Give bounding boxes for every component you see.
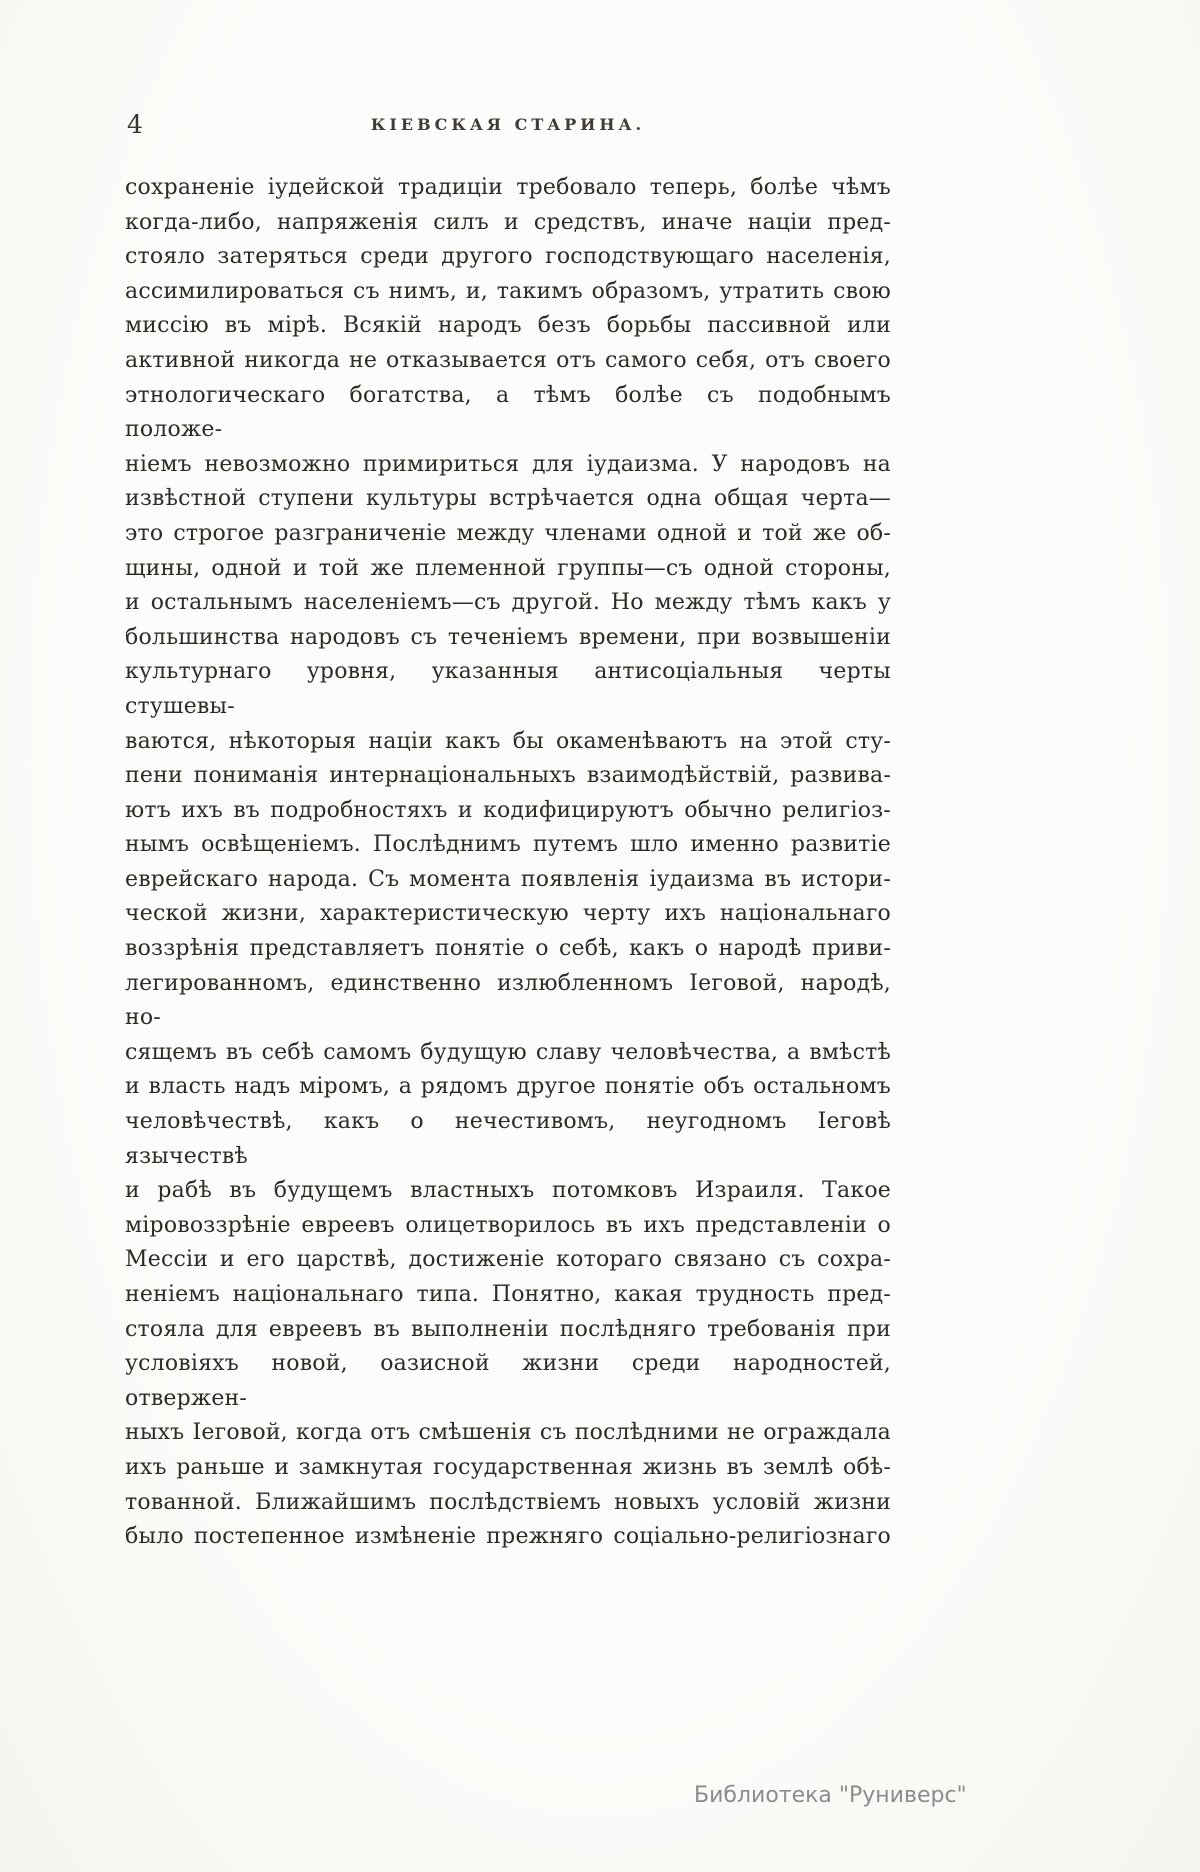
text-line: и остальнымъ населеніемъ—съ другой. Но между тѣмъ какъ у	[125, 590, 891, 616]
text-line: нымъ освѣщеніемъ. Послѣднимъ путемъ шло именно развитіе	[125, 832, 891, 858]
text-line: большинства народовъ съ теченіемъ времени, при возвышеніи	[125, 624, 891, 650]
text-line: было постепенное измѣненіе прежняго соціально-религіознаго	[125, 1524, 891, 1550]
text-line: и власть надъ міромъ, а рядомъ другое понятіе объ остальномъ	[125, 1074, 891, 1100]
text-line: когда-либо, напряженія силъ и средствъ, иначе націи пред-	[125, 209, 891, 235]
text-line: человѣчествѣ, какъ о нечестивомъ, неугодномъ Іеговѣ язычествѣ	[125, 1109, 891, 1169]
text-line: сящемъ въ себѣ самомъ будущую славу человѣчества, а вмѣстѣ	[125, 1039, 891, 1065]
text-line: міровоззрѣніе евреевъ олицетворилось въ ихъ представленіи о	[125, 1212, 891, 1238]
page-number: 4	[127, 110, 143, 139]
text-line: это строгое разграниченіе между членами одной и той же об-	[125, 520, 891, 546]
text-line: ихъ раньше и замкнутая государственная жизнь въ землѣ обѣ-	[125, 1454, 891, 1480]
text-line: Мессіи и его царствѣ, достиженіе котораго связано съ сохра-	[125, 1247, 891, 1273]
text-line: ческой жизни, характеристическую черту ихъ національнаго	[125, 901, 891, 927]
text-line: еврейскаго народа. Съ момента появленія іудаизма въ истори-	[125, 866, 891, 892]
text-line: ютъ ихъ въ подробностяхъ и кодифицируютъ обычно религіоз-	[125, 797, 891, 823]
text-line: и рабѣ въ будущемъ властныхъ потомковъ Израиля. Такое	[125, 1178, 891, 1204]
text-line: этнологическаго богатства, а тѣмъ болѣе съ подобнымъ положе-	[125, 382, 891, 443]
text-line: ніемъ невозможно примириться для іудаизма. У народовъ на	[125, 451, 891, 477]
text-line: сохраненіе іудейской традиціи требовало теперь, болѣе чѣмъ	[125, 175, 891, 200]
text-line: миссію въ мірѣ. Всякій народъ безъ борьбы пассивной или	[125, 313, 891, 339]
text-line: неніемъ національнаго типа. Понятно, какая трудность пред-	[125, 1282, 891, 1307]
page-header	[125, 110, 891, 140]
body-text	[125, 171, 891, 1555]
text-line: стояло затеряться среди другого господствующаго населенія,	[125, 244, 891, 270]
text-line: ныхъ Іеговой, когда отъ смѣшенія съ послѣдними не ограждала	[125, 1420, 891, 1446]
text-line: щины, одной и той же племенной группы—съ одной стороны,	[125, 555, 891, 581]
library-watermark: Библиотека "Руниверс"	[694, 1783, 967, 1808]
text-line: извѣстной ступени культуры встрѣчается одна общая черта—	[125, 486, 891, 512]
text-line: тованной. Ближайшимъ послѣдствіемъ новыхъ условій жизни	[125, 1489, 891, 1515]
text-line: воззрѣнія представляетъ понятіе о себѣ, какъ о народѣ приви-	[125, 936, 891, 962]
journal-title: КІЕВСКАЯ СТАРИНА.	[370, 115, 646, 134]
text-line: пени пониманія интернаціональныхъ взаимодѣйствій, развива-	[125, 763, 891, 789]
text-line: условіяхъ новой, оазисной жизни среди народностей, отвержен-	[125, 1351, 891, 1411]
text-line: ваются, нѣкоторыя націи какъ бы окаменѣваютъ на этой сту-	[125, 728, 891, 754]
text-line: активной никогда не отказывается отъ самого себя, отъ своего	[125, 347, 891, 373]
text-line: культурнаго уровня, указанныя антисоціальныя черты стушевы-	[125, 659, 891, 719]
text-line: стояла для евреевъ въ выполненіи послѣдняго требованія при	[125, 1316, 891, 1342]
text-line: легированномъ, единственно излюбленномъ Іеговой, народѣ, но-	[125, 970, 891, 1031]
text-line: ассимилироваться съ нимъ, и, такимъ образомъ, утратить свою	[125, 278, 891, 304]
